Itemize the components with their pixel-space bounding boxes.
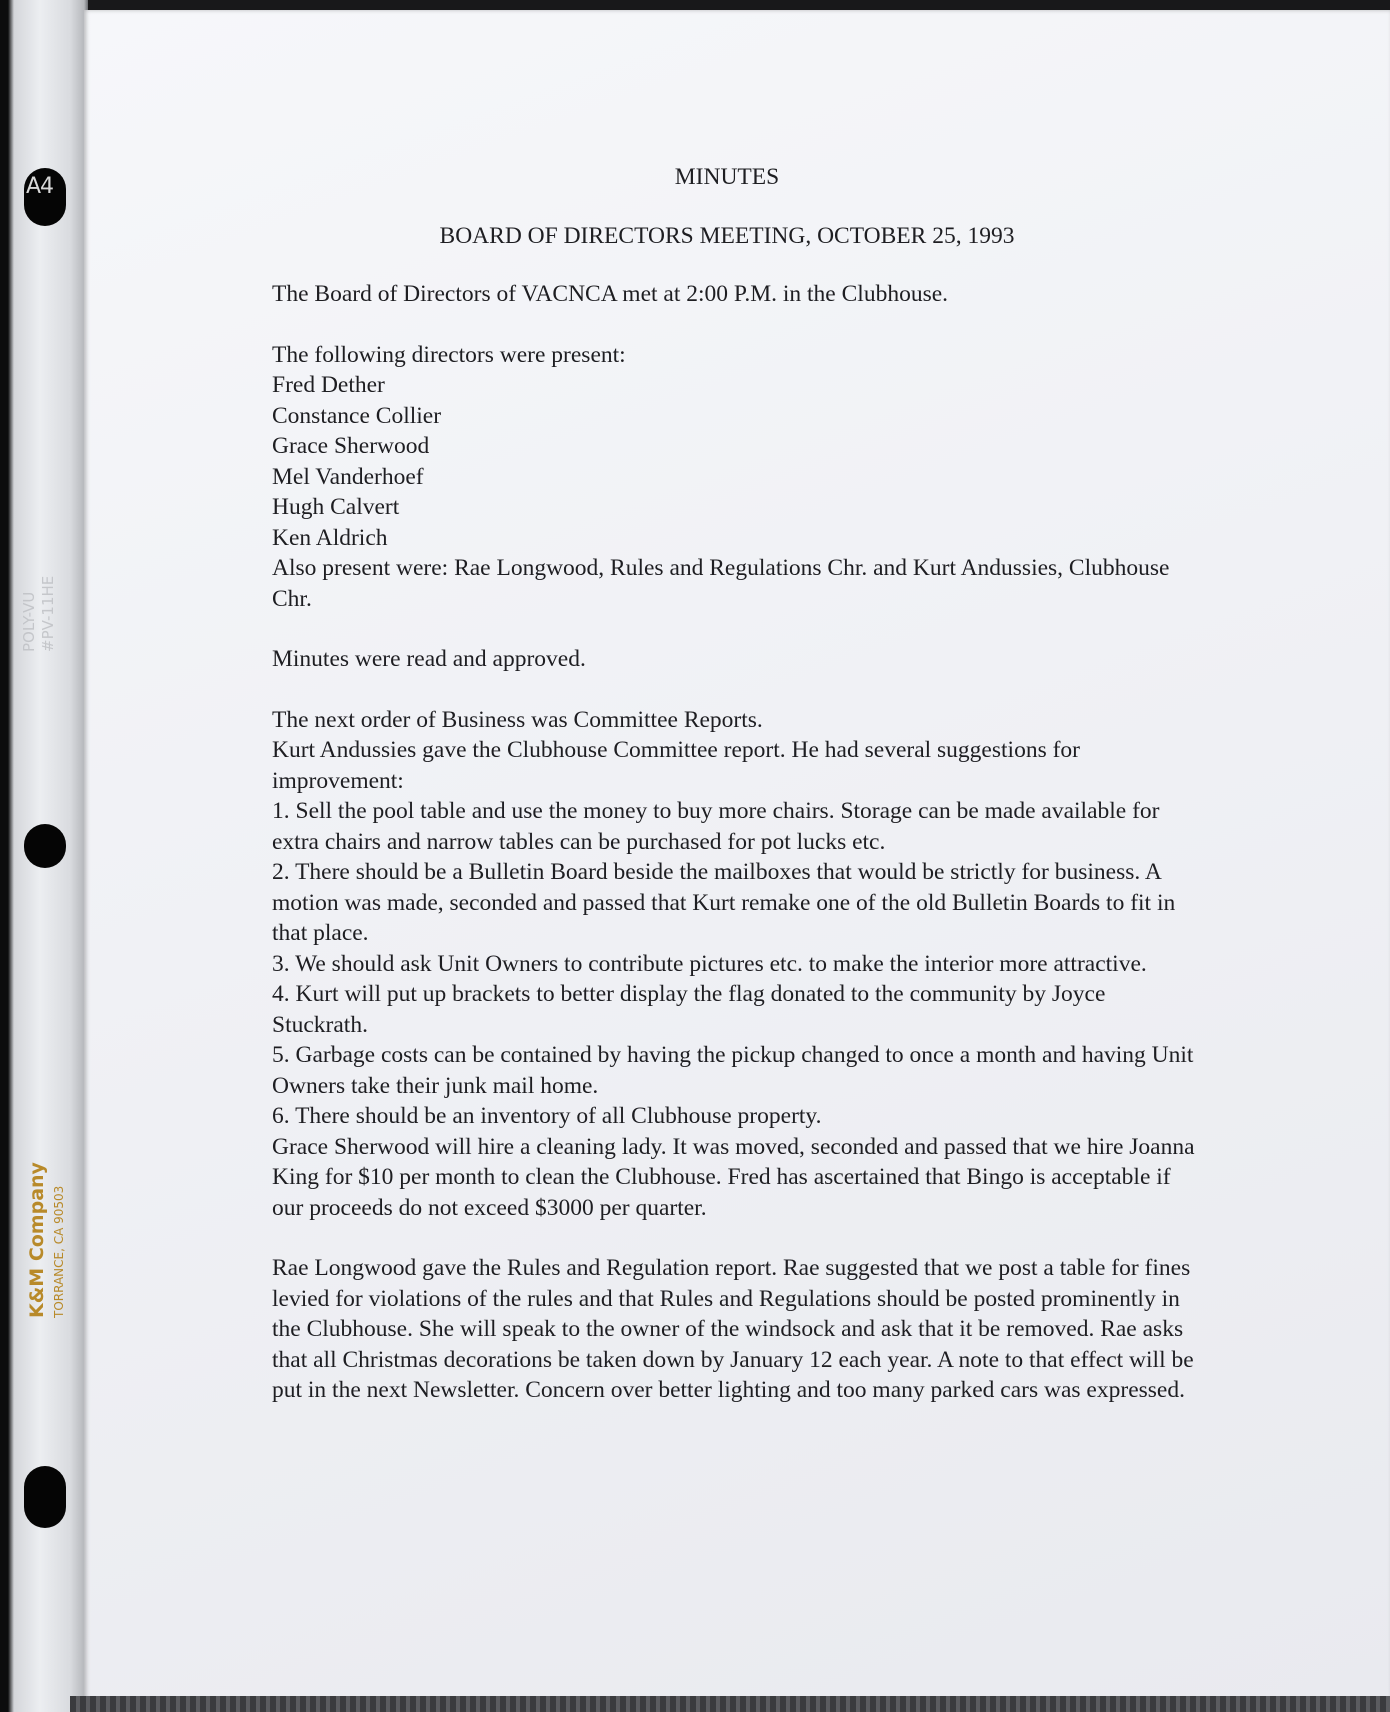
rules-paragraph: Rae Longwood gave the Rules and Regulation report. Rae suggested that we post a table for fines levied for violations of the rules and that Rules and Regulations should be posted prominently in the Clubhouse. She will speak to the owner of the windsock and ask that it be removed. Rae asks that all Christmas decorations be taken down by January 12 each year. A note to that effect will be put in the next Newsletter. Concern over better lighting and too many parked cars was expressed. — [272, 1255, 1194, 1403]
suggestion-item: 2. There should be a Bulletin Board beside the mailboxes that would be strictly for business. A motion was made, seconded and passed that Kurt remake one of the old Bulletin Boards to fit in that place. — [272, 859, 1176, 946]
protector-brand-top — [20, 576, 58, 652]
document-subtitle: BOARD OF DIRECTORS MEETING, OCTOBER 25, 1993 — [439, 222, 1015, 249]
protector-brand-top-line2: #PV-11HE — [39, 575, 57, 652]
cleaning-paragraph: Grace Sherwood will hire a cleaning lady. It was moved, seconded and passed that we hire Joanna King for $10 per month to clean the Clubhouse. Fred has ascertained that Bingo is acceptable if our proceeds do not exceed $3000 per quarter. — [272, 1133, 1195, 1221]
clubhouse-report-intro: Kurt Andussies gave the Clubhouse Committee report. He had several suggestions for improvement: — [272, 737, 1080, 794]
also-present: Also present were: Rae Longwood, Rules and Regulations Chr. and Kurt Andussies, Clubhouse Chr. — [272, 555, 1170, 612]
protector-brand-bottom — [26, 1162, 70, 1318]
suggestion-item: 4. Kurt will put up brackets to better display the flag donated to the community by Joyce Stuckrath. — [272, 981, 1106, 1038]
director-item: Hugh Calvert — [272, 494, 400, 520]
sheet-protector-edge — [0, 0, 88, 1712]
opening-paragraph: The Board of Directors of VACNCA met at 2:00 P.M. in the Clubhouse. — [272, 281, 949, 307]
suggestion-item: 6. There should be an inventory of all Clubhouse property. — [272, 1103, 822, 1129]
binder-hole-bottom — [24, 1466, 66, 1528]
protector-bottom-edge — [70, 1696, 1390, 1712]
suggestion-item: 3. We should ask Unit Owners to contribute pictures etc. to make the interior more attractive. — [272, 950, 1147, 977]
director-item: Ken Aldrich — [272, 524, 388, 551]
binder-hole-middle — [24, 824, 66, 868]
suggestion-item: 1. Sell the pool table and use the money to buy more chairs. Storage can be made available for extra chairs and narrow tables can be purchased for pot lucks etc. — [272, 798, 1160, 855]
protector-brand-top-line1: POLY-VU — [20, 591, 38, 652]
business-intro: The next order of Business was Committee Reports. — [272, 706, 763, 733]
document-title: MINUTES — [674, 164, 780, 190]
director-item: Constance Collier — [272, 402, 442, 429]
protector-brand-bottom-line2: TORRANCE, CA 90503 — [52, 1185, 66, 1318]
minutes-document — [272, 162, 1202, 1406]
directors-intro: The following directors were present: — [272, 341, 626, 368]
director-item: Fred Dether — [272, 372, 385, 398]
minutes-approved: Minutes were read and approved. — [272, 646, 586, 672]
protector-brand-bottom-line1: K&M Company — [26, 1162, 48, 1318]
hole-label: A4 — [26, 174, 54, 199]
suggestion-item: 5. Garbage costs can be contained by having the pickup changed to once a month and having Unit Owners take their junk mail home. — [272, 1042, 1194, 1099]
director-item: Grace Sherwood — [272, 433, 430, 459]
director-item: Mel Vanderhoef — [272, 463, 424, 490]
